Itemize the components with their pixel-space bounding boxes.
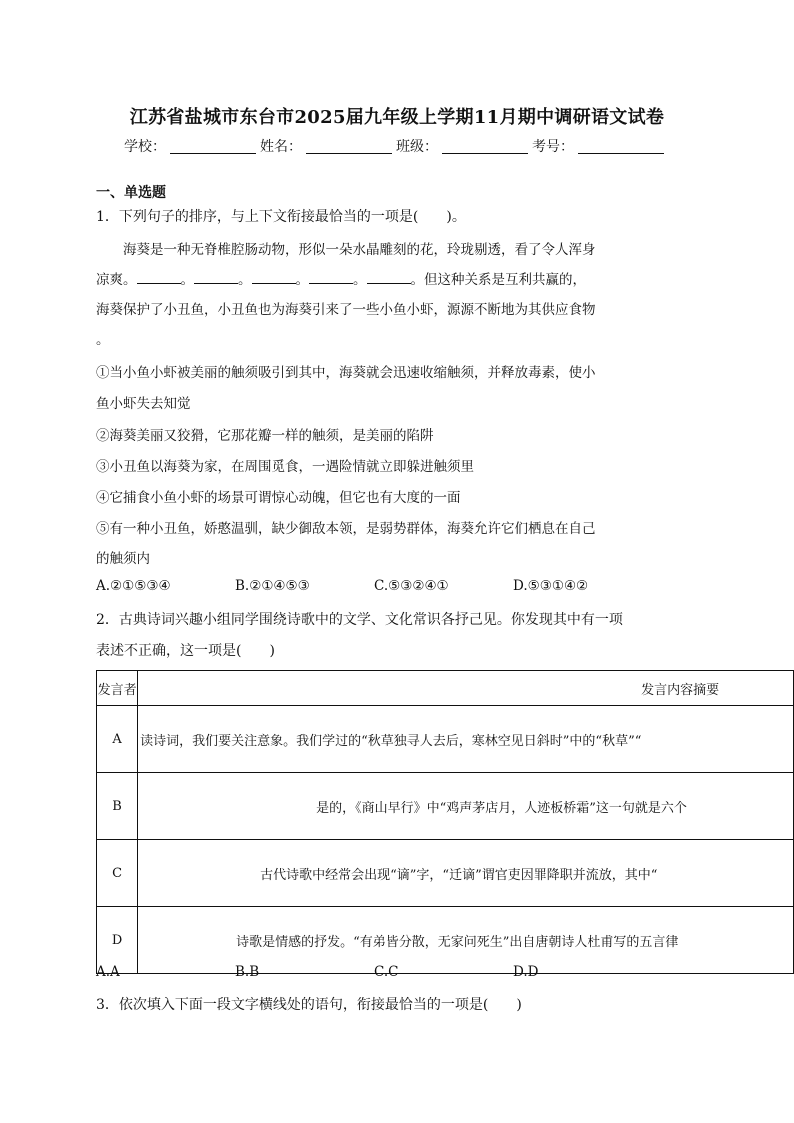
q1-item: 的触须内 bbox=[96, 551, 150, 567]
speaker-cell: B bbox=[97, 773, 138, 840]
q1-item: ①当小鱼小虾被美丽的触须吸引到其中，海葵就会迅速收缩触须，并释放毒素，使小 bbox=[96, 365, 596, 381]
q1-item: ④它捕食小鱼小虾的场景可谓惊心动魄，但它也有大度的一面 bbox=[96, 490, 461, 506]
class-label: 班级： bbox=[396, 139, 438, 155]
content-cell: 诗歌是情感的抒发。“有弟皆分散，无家问死生”出自唐朝诗人杜甫写的五言律 bbox=[138, 907, 794, 974]
fill-blank bbox=[194, 271, 238, 284]
q1-item: ②海葵美丽又狡猾，它那花瓣一样的触须，是美丽的陷阱 bbox=[96, 428, 434, 444]
q1-item: ⑤有一种小丑鱼，娇憨温驯，缺少御敌本领，是弱势群体，海葵允许它们栖息在自己 bbox=[96, 521, 596, 537]
speaker-cell: C bbox=[97, 840, 138, 907]
fill-blank bbox=[309, 271, 353, 284]
speaker-cell: D bbox=[97, 907, 138, 974]
table-header-row bbox=[97, 671, 794, 706]
exam-number-blank bbox=[578, 139, 664, 154]
class-blank bbox=[442, 139, 528, 154]
speaker-header: 发言者 bbox=[97, 671, 138, 706]
q1-stem: 1．下列句子的排序，与上下文衔接最恰当的一项是( )。 bbox=[96, 209, 466, 225]
q2-choice-b[interactable]: B.B bbox=[235, 964, 260, 980]
q2-choice-a[interactable]: A.A bbox=[96, 964, 120, 980]
content-header: 发言内容摘要 bbox=[138, 671, 794, 706]
passage-sep: 。 bbox=[238, 272, 252, 288]
fill-blank bbox=[367, 271, 411, 284]
passage-sep: 。 bbox=[180, 272, 194, 288]
table-row bbox=[97, 706, 794, 773]
table-row bbox=[97, 840, 794, 907]
student-info-row bbox=[124, 136, 668, 156]
school-label: 学校： bbox=[124, 139, 166, 155]
q2-choice-c[interactable]: C.C bbox=[374, 964, 399, 980]
q1-choice-a[interactable]: A.②①⑤③④ bbox=[96, 578, 171, 594]
section-heading: 一、单选题 bbox=[96, 185, 166, 201]
content-cell: 古代诗歌中经常会出现“谪”字，“迁谪”谓官吏因罪降职并流放，其中“ bbox=[138, 840, 794, 907]
fill-blank bbox=[252, 271, 296, 284]
q2-stem: 2．古典诗词兴趣小组同学围绕诗歌中的文学、文化常识各抒己见。你发现其中有一项 bbox=[96, 612, 623, 628]
page-title: 江苏省盐城市东台市2025届九年级上学期11月期中调研语文试卷 bbox=[129, 107, 665, 128]
passage-sep: 。 bbox=[295, 272, 309, 288]
name-label: 姓名： bbox=[260, 139, 302, 155]
q1-choice-d[interactable]: D.⑤③①④② bbox=[513, 578, 589, 594]
school-blank bbox=[170, 139, 256, 154]
q2-stem-cont: 表述不正确，这一项是( ) bbox=[96, 643, 275, 659]
q1-choice-b[interactable]: B.②①④⑤③ bbox=[235, 578, 310, 594]
q2-choice-d[interactable]: D.D bbox=[513, 964, 539, 980]
table-row bbox=[97, 773, 794, 840]
speaker-table bbox=[96, 670, 794, 974]
q3-stem: 3．依次填入下面一段文字横线处的语句，衔接最恰当的一项是( ) bbox=[96, 997, 522, 1013]
q1-passage-line: 。 bbox=[96, 332, 110, 348]
passage-sep: 。 bbox=[353, 272, 367, 288]
q1-passage-line: 海葵是一种无脊椎腔肠动物，形似一朵水晶雕刻的花，玲珑剔透，看了令人浑身 bbox=[96, 242, 596, 258]
q2-choices bbox=[96, 964, 652, 980]
q1-passage-blanks-line bbox=[96, 268, 586, 288]
name-blank bbox=[306, 139, 392, 154]
q1-choice-c[interactable]: C.⑤③②④① bbox=[374, 578, 449, 594]
passage-text: 。但这种关系是互利共赢的， bbox=[410, 272, 586, 288]
content-cell: 是的，《商山早行》中“鸡声茅店月，人迹板桥霜”这一句就是六个 bbox=[138, 773, 794, 840]
q1-item: ③小丑鱼以海葵为家，在周围觅食，一遇险情就立即躲进触须里 bbox=[96, 459, 474, 475]
content-cell: 读诗词，我们要关注意象。我们学过的“秋草独寻人去后，寒林空见日斜时”中的“秋草”“ bbox=[138, 706, 794, 773]
q1-item: 鱼小虾失去知觉 bbox=[96, 396, 191, 412]
q1-choices bbox=[96, 578, 652, 594]
exam-number-label: 考号： bbox=[532, 139, 574, 155]
passage-text: 凉爽。 bbox=[96, 272, 137, 288]
q1-passage-line: 海葵保护了小丑鱼，小丑鱼也为海葵引来了一些小鱼小虾，源源不断地为其供应食物 bbox=[96, 302, 596, 318]
fill-blank bbox=[137, 271, 181, 284]
speaker-cell: A bbox=[97, 706, 138, 773]
